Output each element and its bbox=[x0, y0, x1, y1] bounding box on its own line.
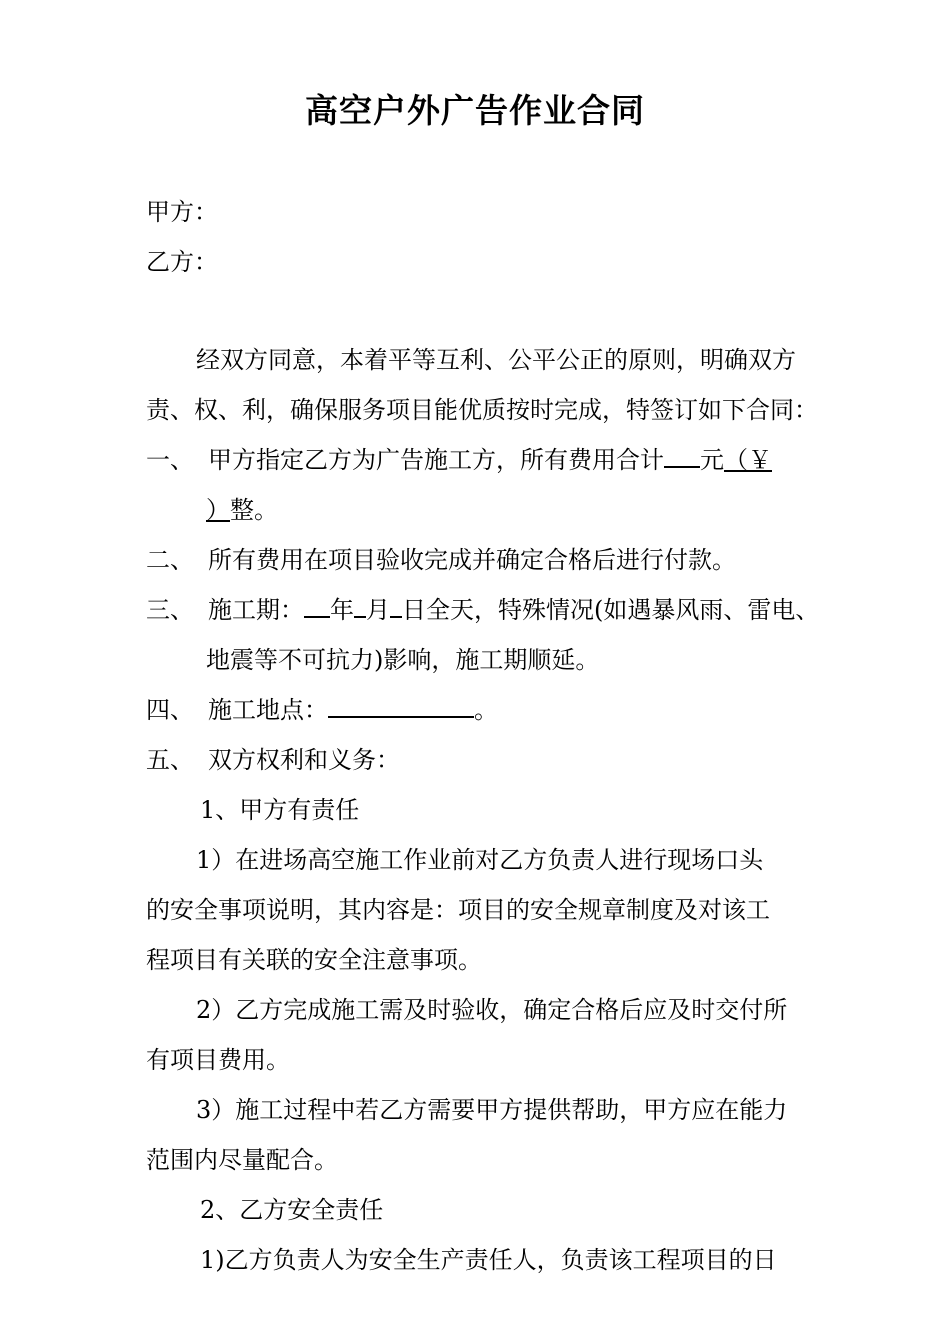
clause-4-label: 施工地点： bbox=[208, 696, 328, 724]
month-blank bbox=[354, 594, 366, 618]
clause-2 bbox=[146, 543, 736, 577]
clause-3-line-2: 地震等不可抗力)影响，施工期顺延。 bbox=[206, 646, 600, 674]
clause-5 bbox=[146, 743, 400, 777]
item-2-line-2: 有项目费用。 bbox=[146, 1046, 290, 1074]
item-3-line-1: 3）施工过程中若乙方需要甲方提供帮助，甲方应在能力 bbox=[196, 1096, 788, 1124]
clause-1-end: 整。 bbox=[230, 496, 278, 524]
clause-1-unit: 元 bbox=[700, 446, 724, 474]
day-blank bbox=[390, 594, 402, 618]
clause-2-number: 二、 bbox=[146, 546, 194, 574]
party-a-label: 甲方： bbox=[146, 198, 218, 226]
clause-3-day-text: 日全天，特殊情况(如遇暴风雨、雷电、 bbox=[402, 596, 820, 624]
clause-3-number: 三、 bbox=[146, 596, 194, 624]
clause-1-number: 一、 bbox=[146, 446, 194, 474]
document-title: 高空户外广告作业合同 bbox=[305, 91, 645, 130]
section-1-title: 1、甲方有责任 bbox=[200, 796, 360, 824]
clause-1-continued bbox=[206, 493, 278, 527]
clause-4 bbox=[146, 693, 498, 727]
intro-paragraph-line-1: 经双方同意，本着平等互利、公平公正的原则，明确双方 bbox=[196, 346, 796, 374]
clause-1-amount-figure-open: （￥ bbox=[724, 446, 772, 474]
clause-4-number: 四、 bbox=[146, 696, 194, 724]
item-1-line-1: 1）在进场高空施工作业前对乙方负责人进行现场口头 bbox=[196, 846, 764, 874]
clause-3-month: 月 bbox=[366, 596, 390, 624]
clause-5-number: 五、 bbox=[146, 746, 194, 774]
clause-3-year: 年 bbox=[330, 596, 354, 624]
clause-4-end: 。 bbox=[474, 696, 498, 724]
item-1-line-3: 程项目有关联的安全注意事项。 bbox=[146, 946, 482, 974]
section-2-title: 2、乙方安全责任 bbox=[200, 1196, 384, 1224]
location-blank bbox=[328, 694, 474, 718]
amount-blank bbox=[664, 444, 700, 468]
clause-5-text: 双方权利和义务： bbox=[208, 746, 400, 774]
party-b-label: 乙方： bbox=[146, 248, 218, 276]
item-1-line-2: 的安全事项说明，其内容是：项目的安全规章制度及对该工 bbox=[146, 896, 770, 924]
clause-1-text: 甲方指定乙方为广告施工方，所有费用合计 bbox=[208, 446, 664, 474]
item-3-line-2: 范围内尽量配合。 bbox=[146, 1146, 338, 1174]
clause-1 bbox=[146, 443, 772, 477]
clause-2-text: 所有费用在项目验收完成并确定合格后进行付款。 bbox=[208, 546, 736, 574]
clause-3-label: 施工期： bbox=[208, 596, 304, 624]
clause-3 bbox=[146, 593, 819, 627]
year-blank bbox=[304, 594, 330, 618]
item-4-line-1: 1)乙方负责人为安全生产责任人，负责该工程项目的日 bbox=[200, 1246, 777, 1274]
item-2-line-1: 2）乙方完成施工需及时验收，确定合格后应及时交付所 bbox=[196, 996, 788, 1024]
clause-1-amount-figure-close: ） bbox=[206, 496, 230, 524]
intro-paragraph-line-2: 责、权、利，确保服务项目能优质按时完成，特签订如下合同： bbox=[146, 396, 818, 424]
